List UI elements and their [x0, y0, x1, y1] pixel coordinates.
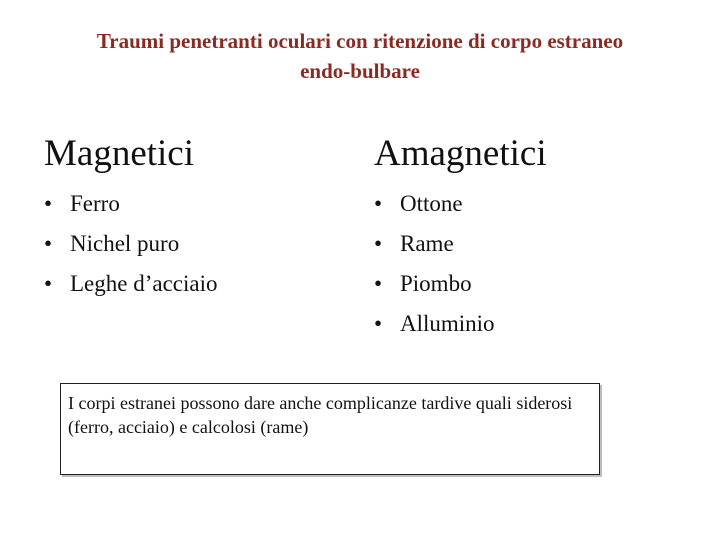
list-item	[374, 304, 674, 344]
amagnetic-heading: Amagnetici	[374, 133, 547, 174]
amagnetic-list	[374, 184, 674, 344]
list-item-label: Nichel puro	[70, 231, 180, 256]
slide-title-line-2: endo-bulbare	[300, 59, 420, 83]
list-item	[44, 184, 344, 224]
list-item	[374, 264, 674, 304]
bullet-icon: •	[374, 231, 383, 256]
list-item-label: Ferro	[70, 191, 120, 216]
list-item-label: Rame	[400, 231, 454, 256]
amagnetic-column	[374, 130, 674, 344]
complications-note-text: I corpi estranei possono dare anche complicanze tardive quali siderosi (ferro, acciaio) e calcolosi (rame)	[68, 393, 573, 437]
magnetic-list	[44, 184, 344, 304]
list-item	[44, 264, 344, 304]
list-item	[44, 224, 344, 264]
magnetic-heading: Magnetici	[44, 133, 195, 174]
list-item-label: Leghe d’acciaio	[70, 271, 218, 296]
magnetic-column	[44, 130, 344, 304]
bullet-icon: •	[44, 271, 53, 296]
bullet-icon: •	[44, 231, 53, 256]
slide-title	[0, 26, 720, 86]
slide-title-line-1: Traumi penetranti oculari con ritenzione di corpo estraneo	[96, 29, 624, 53]
list-item-label: Alluminio	[400, 311, 495, 336]
bullet-icon: •	[44, 191, 53, 216]
bullet-icon: •	[374, 191, 383, 216]
list-item-label: Ottone	[400, 191, 463, 216]
list-item	[374, 224, 674, 264]
list-item-label: Piombo	[400, 271, 472, 296]
list-item	[374, 184, 674, 224]
bullet-icon: •	[374, 271, 383, 296]
complications-note	[60, 383, 600, 475]
bullet-icon: •	[374, 311, 383, 336]
